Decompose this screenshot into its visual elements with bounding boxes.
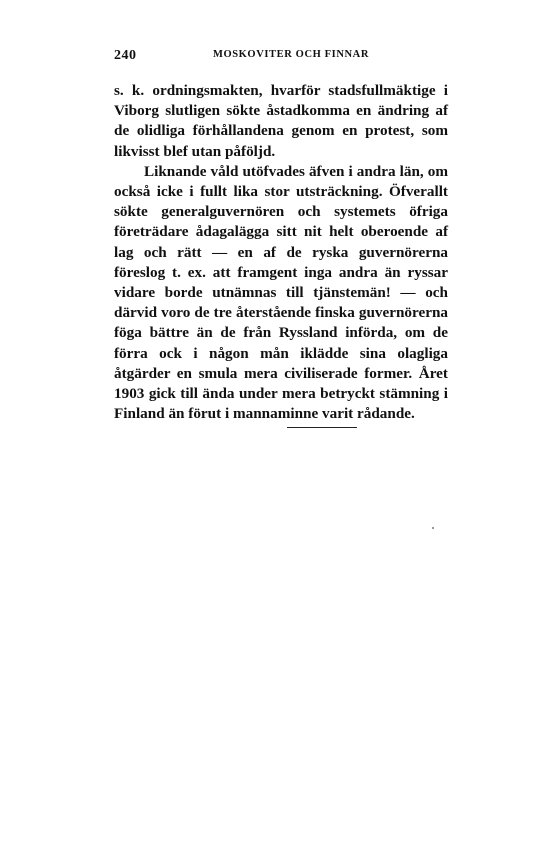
section-divider — [287, 427, 357, 428]
paragraph-continuation: s. k. ordningsmakten, hvarför stadsfullmäktige i Viborg slutligen sökte åstadkomma en ändring af de olidliga förhållandena genom en protest, som likvisst blef utan påföljd. — [114, 82, 448, 160]
running-title: MOSKOVITER OCH FINNAR — [212, 49, 370, 60]
paragraph-main: Liknande våld utöfvades äfven i andra län, om också icke i fullt lika stor utsträckning. Öfverallt sökte generalguvernören och systemets öfriga företrädare ådagalägga sitt nit helt oberoende af lag och rätt — en af de ryska guvernörerna föreslog t. ex. att framgent inga andra än ryssar vidare borde utnämnas till tjänstemän! — och därvid voro de tre återstående finska guvernörerna föga bättre än de från Ryssland införda, om de förra ock i någon mån iklädde sina olagliga åtgärder en smula mera civiliserade former. Året 1903 gick till ända under mera betryckt stämning i Finland än förut i mannaminne varit rådande. — [114, 162, 448, 423]
page-number: 240 — [114, 48, 137, 63]
paper-speck — [432, 527, 434, 529]
running-header — [114, 48, 448, 68]
body-text — [114, 81, 448, 424]
